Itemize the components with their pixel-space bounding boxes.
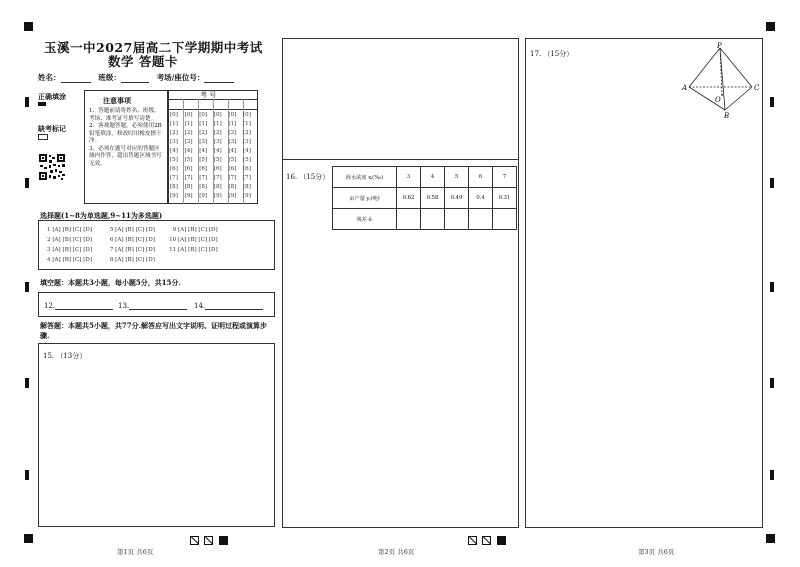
exam-number-bubble[interactable]: [3] xyxy=(228,139,237,145)
q15-answer-box[interactable] xyxy=(38,343,275,527)
timing-mark xyxy=(25,470,29,480)
exam-number-bubble[interactable]: [2] xyxy=(243,130,251,136)
exam-number-bubble[interactable]: [3] xyxy=(170,139,178,145)
name-label: 姓名： xyxy=(38,73,61,82)
edge-PA xyxy=(689,48,720,87)
exam-number-bubble[interactable]: [4] xyxy=(170,148,178,154)
table-cell: 6 xyxy=(469,167,493,188)
page-mark-icon xyxy=(204,536,213,545)
point-O xyxy=(721,94,723,96)
room-field[interactable] xyxy=(204,74,234,83)
exam-number-bubble[interactable]: [7] xyxy=(170,175,178,181)
page-mark-icon xyxy=(482,536,491,545)
exam-number-bubble[interactable]: [8] xyxy=(213,184,222,190)
exam-number-bubble[interactable]: [2] xyxy=(213,130,222,136)
exam-number-bubble[interactable]: [8] xyxy=(199,184,208,190)
exam-number-bubble[interactable]: [6] xyxy=(243,166,251,172)
exam-number-bubble[interactable]: [8] xyxy=(228,184,237,190)
notes-list xyxy=(89,108,165,168)
table-cell: 0.58 xyxy=(421,188,445,209)
table-cell-blank[interactable] xyxy=(493,209,517,230)
fill-q14: 14. xyxy=(194,301,263,310)
correct-fill-sample xyxy=(38,102,46,106)
label-B: B xyxy=(724,112,730,120)
exam-number-bubble[interactable]: [1] xyxy=(184,121,193,127)
q13-answer-line[interactable] xyxy=(129,301,187,310)
choice-row[interactable]: 1 [A] [B] [C] [D] 5 [A] [B] [C] [D] 9 [A] [B] [C] [D] xyxy=(47,227,218,233)
exam-number-bubble[interactable]: [1] xyxy=(213,121,222,127)
corner-mark-top-right xyxy=(766,22,775,31)
exam-number-bubble[interactable]: [2] xyxy=(184,130,193,136)
table-cell-blank[interactable] xyxy=(421,209,445,230)
exam-number-bubble[interactable]: [8] xyxy=(170,184,178,190)
notes-title: 注意事项 xyxy=(103,96,131,105)
note-item: 1、答题前请将姓名、班级、考场、准考证号填写清楚。 xyxy=(89,108,160,122)
label-A: A xyxy=(682,84,688,92)
exam-number-bubble[interactable]: [8] xyxy=(243,184,251,190)
exam-number-bubble[interactable]: [2] xyxy=(228,130,237,136)
choice-row[interactable]: 3 [A] [B] [C] [D] 7 [A] [B] [C] [D] 11 [A] [B] [C] [D] xyxy=(47,247,218,253)
missing-mark-label: 缺考标记 xyxy=(38,124,66,133)
table-cell: 5 xyxy=(445,167,469,188)
exam-number-bubble[interactable]: [0] xyxy=(184,112,193,118)
table-cell-blank[interactable] xyxy=(445,209,469,230)
page-footer-3: 第3页 共6页 xyxy=(638,548,675,556)
edge-BC xyxy=(725,87,752,110)
exam-number-bubble[interactable]: [1] xyxy=(228,121,237,127)
choice-row[interactable]: 2 [A] [B] [C] [D] 6 [A] [B] [C] [D] 10 [A] [B] [C] [D] xyxy=(47,237,218,243)
pyramid-figure xyxy=(680,40,762,120)
page-footer-2: 第2页 共6页 xyxy=(378,548,415,556)
exam-number-bubble[interactable]: [7] xyxy=(243,175,251,181)
timing-mark xyxy=(25,178,29,188)
exam-number-bubble[interactable]: [3] xyxy=(243,139,251,145)
q17-label: 17. （15分） xyxy=(530,50,574,58)
exam-number-bubble[interactable]: [6] xyxy=(184,166,193,172)
exam-number-bubble[interactable]: [0] xyxy=(199,112,208,118)
exam-number-bubble[interactable]: [1] xyxy=(199,121,208,127)
exam-number-bubble[interactable]: [4] xyxy=(228,148,237,154)
corner-mark-bottom-right xyxy=(766,534,775,543)
table-row-label: 亩产量 yᵢ(吨) xyxy=(333,188,397,209)
exam-number-bubble[interactable]: [4] xyxy=(213,148,222,154)
table-row-label: 残差 êᵢ xyxy=(333,209,397,230)
exam-number-bubble[interactable]: [1] xyxy=(243,121,251,127)
exam-number-bubble[interactable]: [5] xyxy=(228,157,237,163)
class-field[interactable] xyxy=(121,74,149,83)
q16-label: 16. （15分） xyxy=(286,173,330,181)
exam-number-bubble[interactable]: [7] xyxy=(213,175,222,181)
q14-answer-line[interactable] xyxy=(205,301,263,310)
timing-mark xyxy=(770,470,774,480)
corner-mark-top-left xyxy=(24,22,33,31)
timing-mark xyxy=(770,378,774,388)
exam-number-bubble[interactable]: [9] xyxy=(170,193,178,199)
exam-number-bubble[interactable]: [0] xyxy=(228,112,237,118)
student-info-row xyxy=(38,72,234,83)
table-row-label: 海水浓度 xᵢ(‰) xyxy=(333,167,397,188)
exam-number-bubble[interactable]: [5] xyxy=(184,157,193,163)
exam-number-bubble[interactable]: [0] xyxy=(213,112,222,118)
answer-section-title: 解答题：本题共5小题，共77分.解答应写出文字说明、证明过程或演算步骤. xyxy=(40,321,268,341)
room-label: 考场/座位号： xyxy=(156,73,205,82)
exam-title: 玉溪一中2027届高二下学期期中考试 xyxy=(44,40,263,55)
q16-data-table xyxy=(332,166,517,230)
fill-q13: 13. xyxy=(118,301,187,310)
exam-number-bubble[interactable]: [1] xyxy=(170,121,178,127)
exam-number-bubble[interactable]: [6] xyxy=(170,166,178,172)
exam-number-bubble[interactable]: [4] xyxy=(243,148,251,154)
page-mark-icon xyxy=(497,536,506,545)
fill-q12: 12. xyxy=(44,301,113,310)
table-cell: 0.4 xyxy=(469,188,493,209)
exam-number-bubble[interactable]: [3] xyxy=(199,139,208,145)
exam-number-bubble[interactable]: [8] xyxy=(184,184,193,190)
q12-answer-line[interactable] xyxy=(55,301,113,310)
page-mark-icon xyxy=(468,536,477,545)
exam-number-bubble[interactable]: [2] xyxy=(199,130,208,136)
table-cell-blank[interactable] xyxy=(397,209,421,230)
page-footer-1: 第1页 共6页 xyxy=(117,548,154,556)
exam-number-label: 考 号 xyxy=(200,91,217,99)
note-item: 2、客观题答题，必须使用2B铅笔填涂，修改时用橡皮擦干净。 xyxy=(89,123,162,145)
exam-number-bubble[interactable]: [0] xyxy=(243,112,251,118)
table-cell: 3 xyxy=(397,167,421,188)
missing-mark-box[interactable] xyxy=(38,134,48,140)
correct-fill-label: 正确填涂 xyxy=(38,92,66,101)
exam-number-bubble[interactable]: [9] xyxy=(228,193,237,199)
exam-number-bubble[interactable]: [5] xyxy=(243,157,251,163)
edge-PC xyxy=(720,48,752,87)
note-item: 3、必须在题号对应的答题区域内作答，超出答题区域书写无效。 xyxy=(89,145,162,167)
qr-code-icon xyxy=(38,153,66,181)
exam-number-bubble[interactable]: [5] xyxy=(170,157,178,163)
exam-number-bubble[interactable]: [7] xyxy=(184,175,193,181)
timing-mark xyxy=(770,178,774,188)
timing-mark xyxy=(25,97,29,107)
table-cell: 7 xyxy=(493,167,517,188)
exam-number-bubble[interactable]: [6] xyxy=(228,166,237,172)
timing-mark xyxy=(770,282,774,292)
edge-PB xyxy=(720,48,725,110)
timing-mark xyxy=(25,282,29,292)
table-cell: 4 xyxy=(421,167,445,188)
exam-number-bubble[interactable]: [6] xyxy=(213,166,222,172)
exam-number-bubble[interactable]: [5] xyxy=(199,157,208,163)
exam-number-bubble[interactable]: [7] xyxy=(199,175,208,181)
page-mark-icon xyxy=(219,536,228,545)
choice-row[interactable]: 4 [A] [B] [C] [D] 8 [A] [B] [C] [D] xyxy=(47,257,155,263)
exam-number-bubble[interactable]: [3] xyxy=(213,139,222,145)
exam-number-bubble[interactable]: [5] xyxy=(213,157,222,163)
page-mark-icon xyxy=(190,536,199,545)
table-cell: 0.49 xyxy=(445,188,469,209)
exam-number-bubble[interactable]: [9] xyxy=(184,193,193,199)
table-cell-blank[interactable] xyxy=(469,209,493,230)
exam-number-bubble[interactable]: [0] xyxy=(170,112,178,118)
exam-number-bubble[interactable]: [4] xyxy=(199,148,208,154)
label-O: O xyxy=(715,96,721,104)
exam-number-bubble[interactable]: [7] xyxy=(228,175,237,181)
table-cell: 0.31 xyxy=(493,188,517,209)
exam-number-bubble[interactable]: [2] xyxy=(170,130,178,136)
label-C: C xyxy=(754,84,760,92)
label-P: P xyxy=(717,42,722,50)
table-cell: 0.62 xyxy=(397,188,421,209)
timing-mark xyxy=(770,97,774,107)
timing-mark xyxy=(25,378,29,388)
q14-continuation-box[interactable] xyxy=(282,38,519,160)
class-label: 班级： xyxy=(98,73,121,82)
corner-mark-bottom-left xyxy=(24,534,33,543)
exam-number-bubble[interactable]: [6] xyxy=(199,166,208,172)
name-field[interactable] xyxy=(61,74,91,83)
exam-number-bubble[interactable]: [4] xyxy=(184,148,193,154)
choice-section-title: 选择题(1~8为单选题,9~11为多选题) xyxy=(40,211,163,220)
q15-label: 15. （13分） xyxy=(43,352,87,360)
exam-number-bubble[interactable]: [9] xyxy=(243,193,251,199)
sheet-subtitle: 数学 答题卡 xyxy=(108,54,178,69)
exam-number-bubble[interactable]: [3] xyxy=(184,139,193,145)
exam-number-bubble[interactable]: [9] xyxy=(199,193,208,199)
fill-section-title: 填空题：本题共3小题，每小题5分，共15分. xyxy=(40,278,181,287)
exam-number-bubble[interactable]: [9] xyxy=(213,193,222,199)
